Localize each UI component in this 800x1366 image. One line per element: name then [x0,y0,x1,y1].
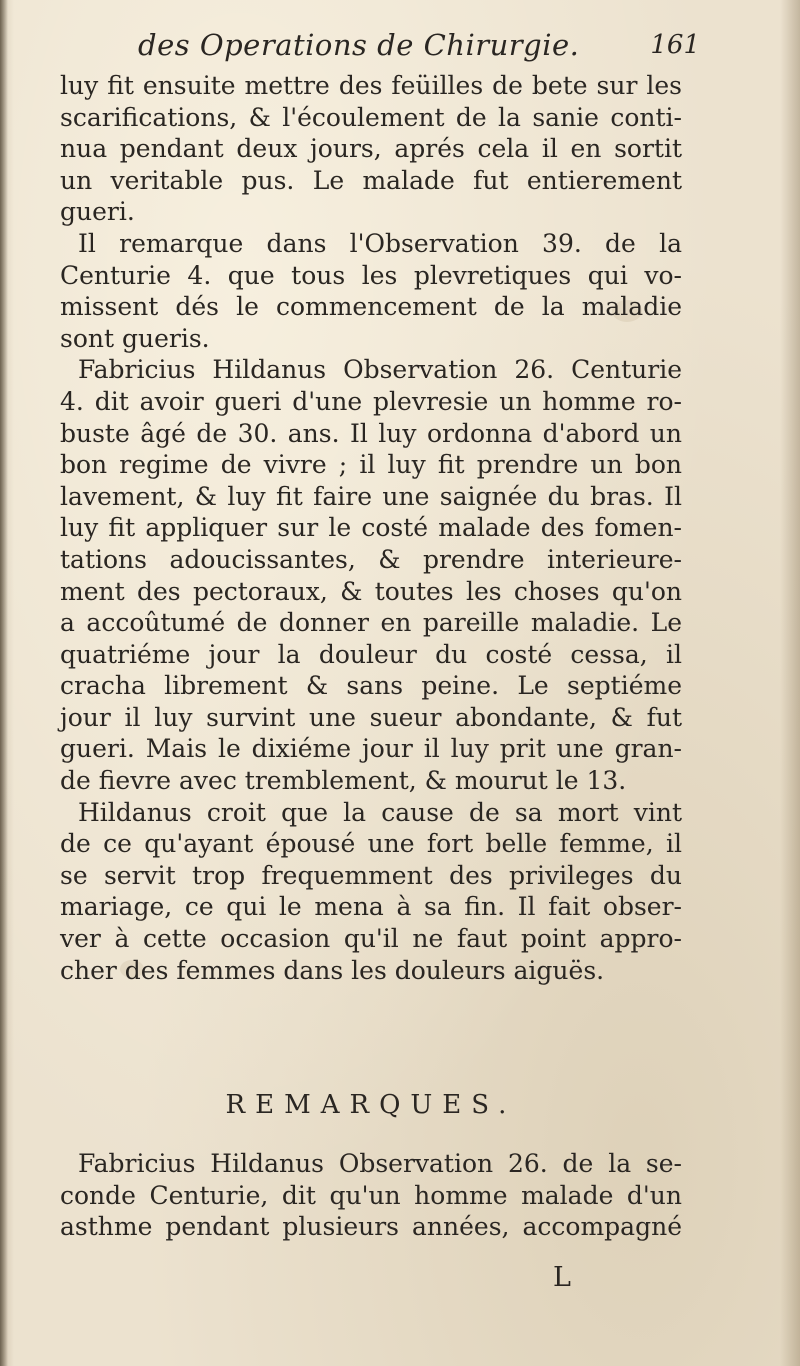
text-line: gueri. Mais le dixiéme jour il luy prit une gran- [60,734,682,764]
text-line: 4. dit avoir gueri d'une plevresie un homme ro- [60,386,682,416]
remarks-text [60,1148,682,1243]
text-line: conde Centurie, dit qu'un homme malade d'un [60,1180,682,1210]
text-line: nua pendant deux jours, aprés cela il en sortit [60,134,682,164]
signature-mark: L [553,1262,571,1293]
text-line: Centurie 4. que tous les plevretiques qui vo- [60,260,682,290]
text-line: mariage, ce qui le mena à sa fin. Il fait obser- [60,892,682,922]
text-line: se servit trop frequemment des privileges du [60,860,682,890]
text-line: buste âgé de 30. ans. Il luy ordonna d'abord un [60,418,682,448]
text-line: sont gueris. [60,323,210,353]
text-line: a accoûtumé de donner en pareille maladie. Le [60,608,682,638]
remarks-heading: REMARQUES. [225,1090,517,1120]
text-line: cracha librement & sans peine. Le septiéme [60,671,682,701]
text-line: luy fit ensuite mettre des feüilles de bete sur les [60,71,682,100]
running-title: des Operations de Chirurgie. [138,28,580,62]
text-line: lavement, & luy fit faire une saignée du bras. Il [60,481,682,511]
page-number: 161 [650,30,700,60]
text-line: Hildanus croit que la cause de sa mort vint [78,797,682,827]
text-line: ment des pectoraux, & toutes les choses qu'on [60,576,682,606]
page-header [60,28,700,68]
text-line: de ce qu'ayant épousé une fort belle femme, il [60,829,682,859]
text-line: un veritable pus. Le malade fut entierement [60,165,682,195]
text-line: cher des femmes dans les douleurs aiguës. [60,955,605,985]
text-line: bon regime de vivre ; il luy fit prendre un bon [60,450,682,480]
text-line: Fabricius Hildanus Observation 26. Centurie [78,355,682,385]
text-line: gueri. [60,197,135,227]
text-line: Fabricius Hildanus Observation 26. de la se- [78,1149,682,1178]
text-line: luy fit appliquer sur le costé malade des fomen- [60,513,682,543]
text-line: asthme pendant plusieurs années, accompagné [60,1212,682,1242]
body-text [60,70,682,986]
page-gutter-shadow [0,0,8,1366]
text-line: jour il luy survint une sueur abondante, & fut [60,702,682,732]
text-line: de fievre avec tremblement, & mourut le 13. [60,766,627,796]
text-line: tations adoucissantes, & prendre interieure- [60,544,682,574]
text-line: missent dés le commencement de la maladie [60,292,682,322]
text-line: quatriéme jour la douleur du costé cessa, il [60,639,682,669]
text-line: ver à cette occasion qu'il ne faut point appro- [60,924,682,954]
text-line: Il remarque dans l'Observation 39. de la [78,228,682,258]
text-line: scarifications, & l'écoulement de la sanie conti- [60,102,682,132]
